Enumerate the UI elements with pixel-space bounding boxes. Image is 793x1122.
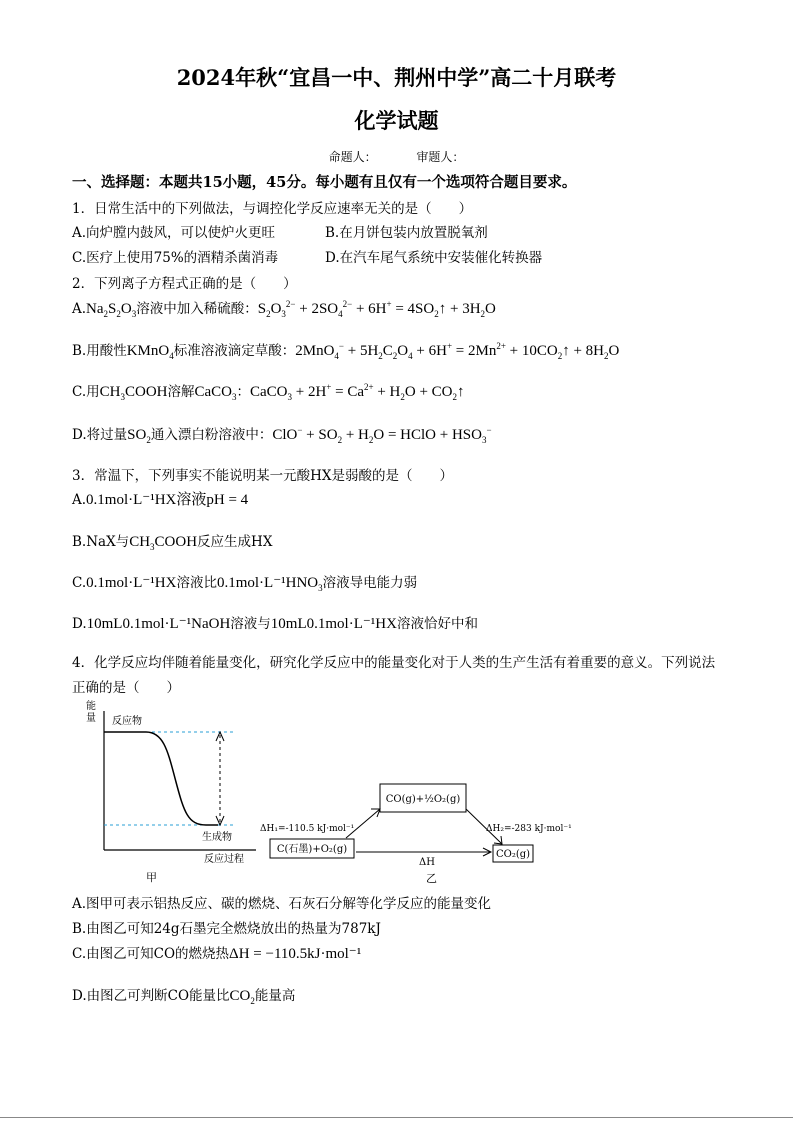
exam-title: 2024年秋“宜昌一中、荆州中学”高二十月联考 [176,65,617,90]
y-label-2: 量 [86,713,96,724]
q3-option-a: A.0.1mol·L⁻¹HX溶液pH = 4 [72,492,249,508]
box-graphite-label: C(石墨)+O₂(g) [276,844,348,855]
q2-stem: 2．下列离子方程式正确的是（ ） [72,276,297,292]
page-bottom-rule [0,1117,793,1118]
q2-option-b: B.用酸性KMnO$_4$标准溶液滴定草酸：$2MnO_4^- + 5H_2C_2O_4 + 6H^+ = 2Mn^{2+}$ + $10CO_2↑ + 8H_2O$ [72,341,620,361]
section-heading: 一、选择题：本题共15小题，45分。每小题有且仅有一个选项符合题目要求。 [72,174,577,191]
q4-option-d: D.由图乙可判断CO能量比$CO_2$能量高 [72,988,296,1006]
reactant-label: 反应物 [112,716,142,727]
q3-option-c: C.0.1mol·L⁻¹HX溶液比$0.1mol\cdot L^{-1}HNO_3$溶液导电能力弱 [72,575,418,593]
q4-stem: 4．化学反应均伴随着能量变化，研究化学反应中的能量变化对于人类的生产生活有着重要的意义。下列说法正确的是（ ） [72,655,716,696]
q1-option-d: D.在汽车尾气系统中安装催化转换器 [325,250,543,266]
q1-option-c: C.医疗上使用75%的酒精杀菌消毒 [72,250,279,266]
q2-option-c: C.用$CH_3COOH$溶解CaCO$_3$：CaCO$_3$ + $2H^+ = Ca^{2+} + H_2O$ + $CO_2↑$ [72,382,465,402]
q1-option-b: B.在月饼包装内放置脱氧剂 [325,225,488,241]
q1-stem: 1．日常生活中的下列做法，与调控化学反应速率无关的是（ ） [72,201,473,217]
q3-option-b: B.NaX与$CH_3COOH$反应生成HX [72,534,273,552]
y-label-1: 能 [86,701,96,712]
product-label: 生成物 [202,832,232,843]
q4-option-b: B.由图乙可知24g石墨完全燃烧放出的热量为787kJ [72,921,381,937]
dh-label: ΔH [419,857,435,868]
q3-option-d: D.10mL0.1mol·L⁻¹NaOH溶液与10mL0.1mol·L⁻¹HX溶液恰好中和 [72,616,478,632]
figure-jia [86,699,256,884]
proposer-label: 命题人： [328,150,377,164]
x-axis-label: 反应过程 [204,854,244,865]
energy-curve [104,732,218,825]
energy-figure [84,697,584,891]
reviewer-label: 审题人： [416,150,465,164]
q2-option-d: D.将过量$SO_2$通入漂白粉溶液中：$ClO^- + SO_2 + H_2O$ = HClO + $HSO_3^-$ [72,425,492,445]
dh2-label: ΔH₂=-283 kJ·mol⁻¹ [486,824,572,834]
caption-jia: 甲 [146,871,157,884]
q3-stem: 3．常温下，下列事实不能说明某一元酸HX是弱酸的是（ ） [72,468,453,484]
q4-option-c: C.由图乙可知CO的燃烧热ΔH = −110.5kJ·mol⁻¹ [72,946,362,962]
box-co-label: CO(g)+½O₂(g) [385,794,461,805]
caption-yi: 乙 [426,872,437,885]
q2-option-a: $A.Na_2S_2O_3$溶液中加入稀硫酸：$S_2O_3^{2-} + 2SO_4^{2-} + 6H^+$ = $4SO_2↑ + 3H_2O$ [72,299,496,319]
author-line [0,148,793,165]
q1-option-a: A.向炉膛内鼓风，可以使炉火更旺 [72,225,276,241]
subject-title: 化学试题 [354,108,439,133]
figure-yi [260,784,572,885]
q4-option-a: A.图甲可表示铝热反应、碳的燃烧、石灰石分解等化学反应的能量变化 [72,896,492,912]
box-co2-label: CO₂(g) [495,849,531,860]
dh1-label: ΔH₁=-110.5 kJ·mol⁻¹ [260,824,355,834]
